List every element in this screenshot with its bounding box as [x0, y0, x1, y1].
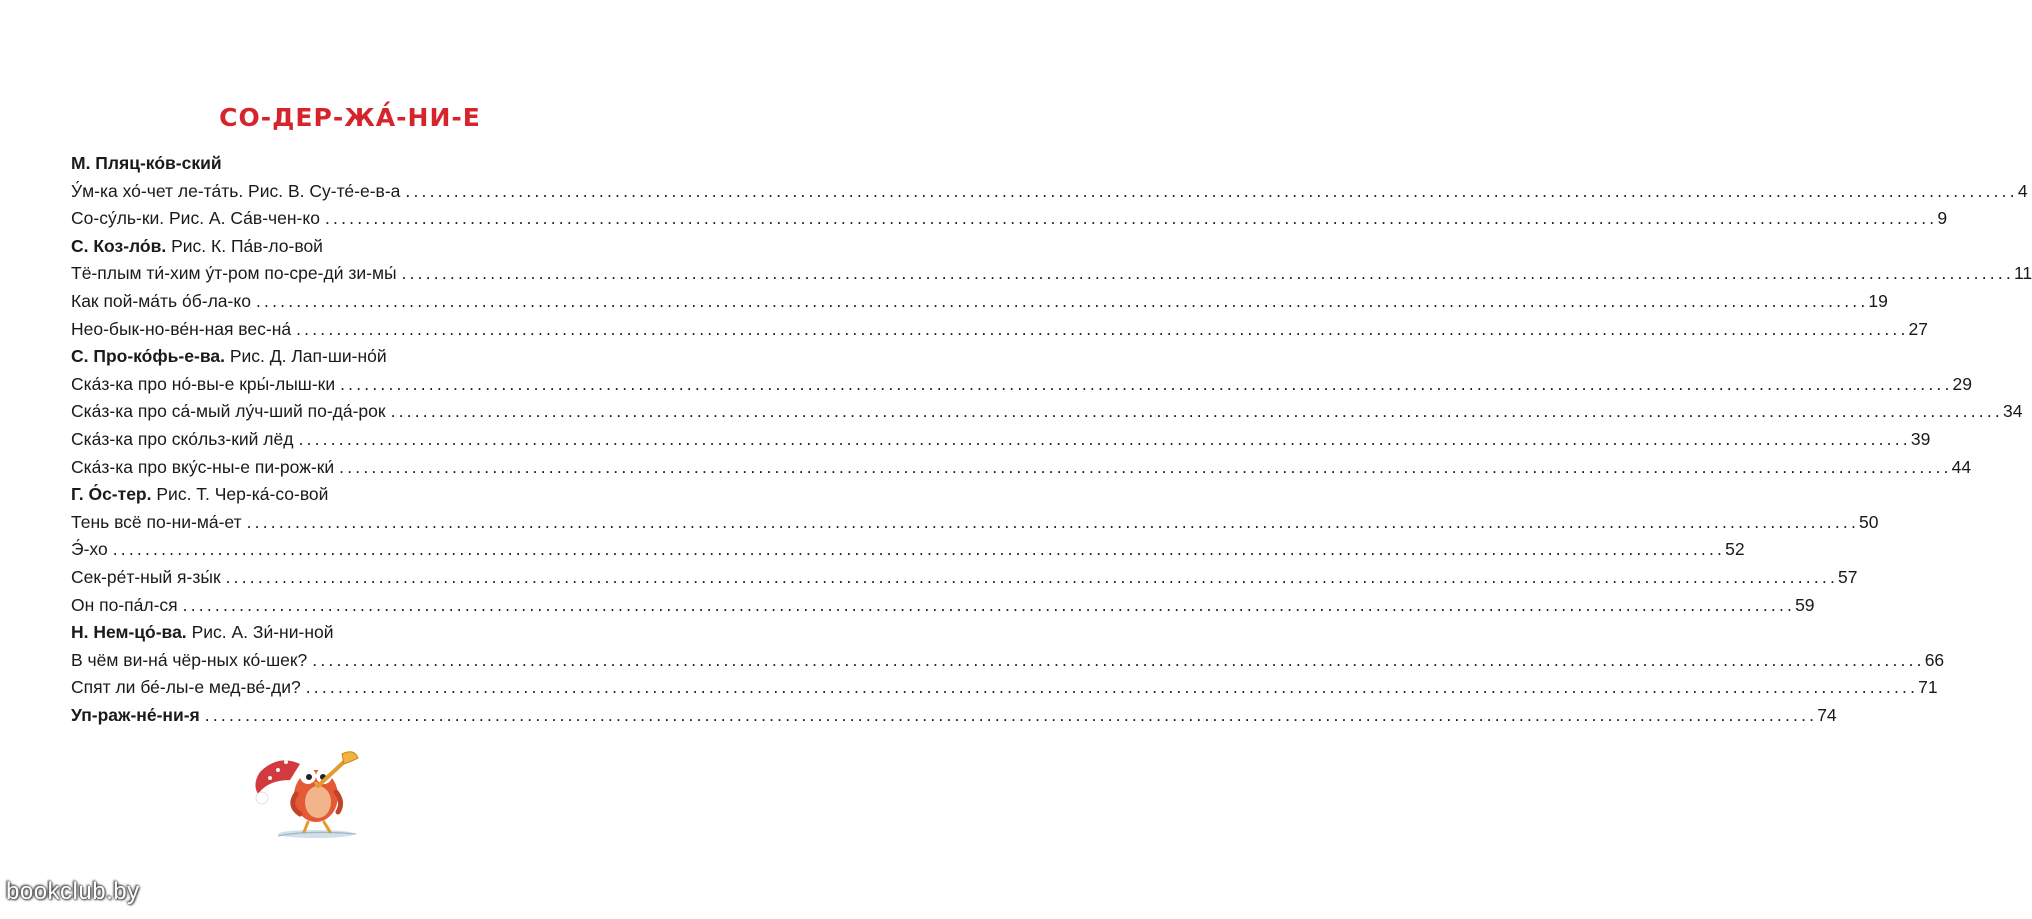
toc-entry[interactable]: [71, 398, 2023, 426]
illustrator-credit: Рис. Т. Чер-ка́-со-вой: [156, 484, 329, 505]
page-title: СО-ДЕР-ЖА́-НИ-Е: [219, 103, 481, 132]
entry-page: 29: [1952, 373, 1972, 394]
entry-title: Ска́з-ка про но́-вы-е кры́-лыш-ки: [71, 373, 336, 394]
entry-page: 52: [1725, 539, 1745, 560]
author-heading: [71, 150, 601, 178]
entry-page: 19: [1868, 290, 1888, 311]
dot-leader: ........................................................................................................................................................................................................: [340, 373, 1953, 394]
author-heading: [71, 233, 601, 261]
owl-trumpet-illustration: [238, 734, 378, 844]
entry-title: Ска́з-ка про са́-мый лу́ч-ший по-да́-рок: [71, 401, 386, 422]
toc-entry[interactable]: [71, 509, 1879, 537]
dot-leader: ........................................................................................................................................................................................................: [305, 677, 1919, 698]
toc-entry[interactable]: [71, 647, 1945, 675]
dot-leader: ........................................................................................................................................................................................................: [246, 511, 1860, 532]
dot-leader: ........................................................................................................................................................................................................: [339, 456, 1952, 477]
entry-page: 59: [1795, 594, 1815, 615]
entry-page: 66: [1924, 649, 1945, 670]
toc-entry[interactable]: [71, 564, 1858, 592]
author-name: С. Коз-ло́в.: [71, 235, 167, 256]
dot-leader: ........................................................................................................................................................................................................: [298, 428, 1911, 449]
author-heading: [71, 481, 601, 509]
author-name: Н. Нем-цо́-ва.: [71, 622, 187, 643]
entry-title: Нео-бык-но-ве́н-ная вес-на́: [71, 318, 292, 339]
dot-leader: ........................................................................................................................................................................................................: [204, 704, 1818, 725]
dot-leader: ........................................................................................................................................................................................................: [255, 290, 1869, 311]
author-heading: [71, 619, 601, 647]
dot-leader: ........................................................................................................................................................................................................: [401, 263, 2014, 284]
entry-title: Он по-па́л-ся: [71, 594, 178, 615]
entry-page: 34: [2002, 401, 2023, 422]
toc-entry[interactable]: [71, 205, 1948, 233]
table-of-contents: [71, 150, 2032, 729]
toc-entry[interactable]: [71, 178, 2028, 206]
toc-entry[interactable]: [71, 371, 1972, 399]
entry-title: У́м-ка хо́-чет ле-та́ть. Рис. В. Су-те́-е-в-а: [71, 180, 401, 201]
entry-title: Со-су́ль-ки. Рис. А. Са́в-чен-ко: [71, 208, 320, 229]
toc-entry[interactable]: [71, 454, 1972, 482]
illustrator-credit: Рис. Д. Лап-ши-но́й: [229, 346, 387, 367]
toc-entry[interactable]: [71, 592, 1815, 620]
entry-title: Сек-ре́т-ный я-зы́к: [71, 566, 221, 587]
toc-entry[interactable]: [71, 536, 1745, 564]
entry-page: 27: [1908, 318, 1928, 339]
entry-page: 9: [1937, 208, 1948, 229]
toc-entry[interactable]: [71, 260, 2032, 288]
illustrator-credit: Рис. К. Па́в-ло-вой: [171, 235, 323, 256]
dot-leader: ........................................................................................................................................................................................................: [312, 649, 1925, 670]
entry-title: Как пой-ма́ть о́б-ла-ко: [71, 290, 251, 311]
dot-leader: ........................................................................................................................................................................................................: [324, 208, 1938, 229]
entry-page: 57: [1838, 566, 1858, 587]
entry-title: В чём ви-на́ чёр-ных ко́-шек?: [71, 649, 308, 670]
entry-title: Ска́з-ка про ско́льз-кий лёд: [71, 428, 294, 449]
dot-leader: ........................................................................................................................................................................................................: [296, 318, 1909, 339]
toc-entry-exercises[interactable]: [71, 702, 1837, 730]
author-name: Г. О́с-тер.: [71, 484, 152, 505]
author-name: С. Про-ко́фь-е-ва.: [71, 346, 225, 367]
entry-page: 50: [1859, 511, 1879, 532]
dot-leader: ........................................................................................................................................................................................................: [405, 180, 2018, 201]
toc-entry[interactable]: [71, 426, 1931, 454]
author-heading: [71, 343, 601, 371]
entry-page: 44: [1951, 456, 1972, 477]
entry-title: Ска́з-ка про вку́с-ны-е пи-рож-ки́: [71, 456, 335, 477]
toc-entry[interactable]: [71, 288, 1888, 316]
dot-leader: ........................................................................................................................................................................................................: [182, 594, 1796, 615]
entry-title: Э́-хо: [71, 539, 108, 560]
entry-title: Тё-плым ти́-хим у́т-ром по-сре-ди́ зи-мы́: [71, 263, 397, 284]
watermark: bookclub.by: [6, 878, 140, 905]
entry-title: Тень всё по-ни-ма́-ет: [71, 511, 242, 532]
entry-title: Уп-раж-не́-ни-я: [71, 704, 200, 725]
illustrator-credit: Рис. А. Зи́-ни-ной: [191, 622, 334, 643]
toc-entry[interactable]: [71, 316, 1928, 344]
entry-page: 39: [1910, 428, 1931, 449]
entry-title: Спят ли бе́-лы-е мед-ве́-ди?: [71, 677, 301, 698]
dot-leader: ........................................................................................................................................................................................................: [390, 401, 2003, 422]
entry-page: 71: [1918, 677, 1938, 698]
entry-page: 4: [2017, 180, 2028, 201]
toc-entry[interactable]: [71, 674, 1938, 702]
entry-page: 11: [2013, 263, 2032, 284]
dot-leader: ........................................................................................................................................................................................................: [225, 566, 1839, 587]
dot-leader: ........................................................................................................................................................................................................: [112, 539, 1726, 560]
entry-page: 74: [1817, 704, 1837, 725]
author-name: М. Пляц-ко́в-ский: [71, 153, 222, 173]
